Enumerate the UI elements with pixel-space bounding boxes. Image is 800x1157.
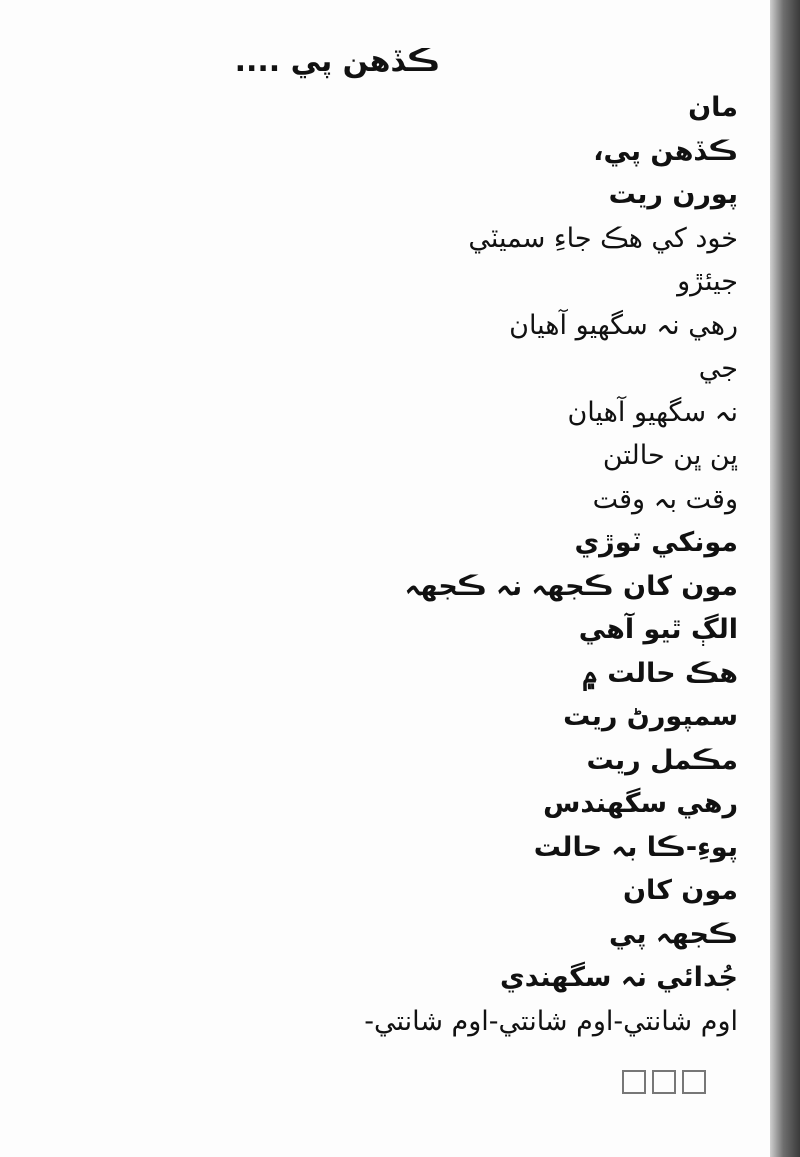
poem-line: مونکي ٽوڙي [574,527,738,558]
poem-line: اوم شانتي-اوم شانتي-اوم شانتي- [364,1005,738,1037]
square-mark-icon [652,1070,676,1094]
poem-line: ڀن ڀن حالتن [602,440,738,471]
poem-line: پورن ريت [608,179,738,210]
poem-line: مڪمل ريت [586,744,738,776]
poem-line: مون کان ڪجهہ نہ ڪجهہ [404,570,738,602]
poem-line: پوءِ-ڪا بہ حالت [533,831,738,863]
poem-line: نہ سگهيو آهيان [567,396,738,428]
poem-line: ڪڏهن پي، [593,135,738,167]
poem-line: هڪ حالت ۾ [582,657,738,689]
poem-line: جي [698,353,738,384]
poem-body [178,86,738,1043]
poem-line: مون کان [623,875,738,906]
poem-line: جُدائي نہ سگهندي [500,962,738,993]
poem-line: مان [688,92,738,123]
poem-line: رهي سگهندس [543,788,738,819]
square-mark-icon [622,1070,646,1094]
footer-marks [622,1070,706,1094]
poem-line: الڳ ٿيو آهي [578,614,738,645]
poem-line: ڪجهہ پي [609,918,738,950]
poem-line: سمپورڻ ريت [563,701,738,732]
book-spine-shadow [770,0,800,1157]
poem-title: ڪڏهن پي .... [234,44,440,79]
poem-line: وقت بہ وقت [592,483,738,515]
square-mark-icon [682,1070,706,1094]
poem-line: رهي نہ سگهيو آهيان [509,309,738,341]
poem-line: خود کي هڪ جاءِ سميٽي [468,222,738,254]
poem-line: جيئڙو [677,266,738,297]
